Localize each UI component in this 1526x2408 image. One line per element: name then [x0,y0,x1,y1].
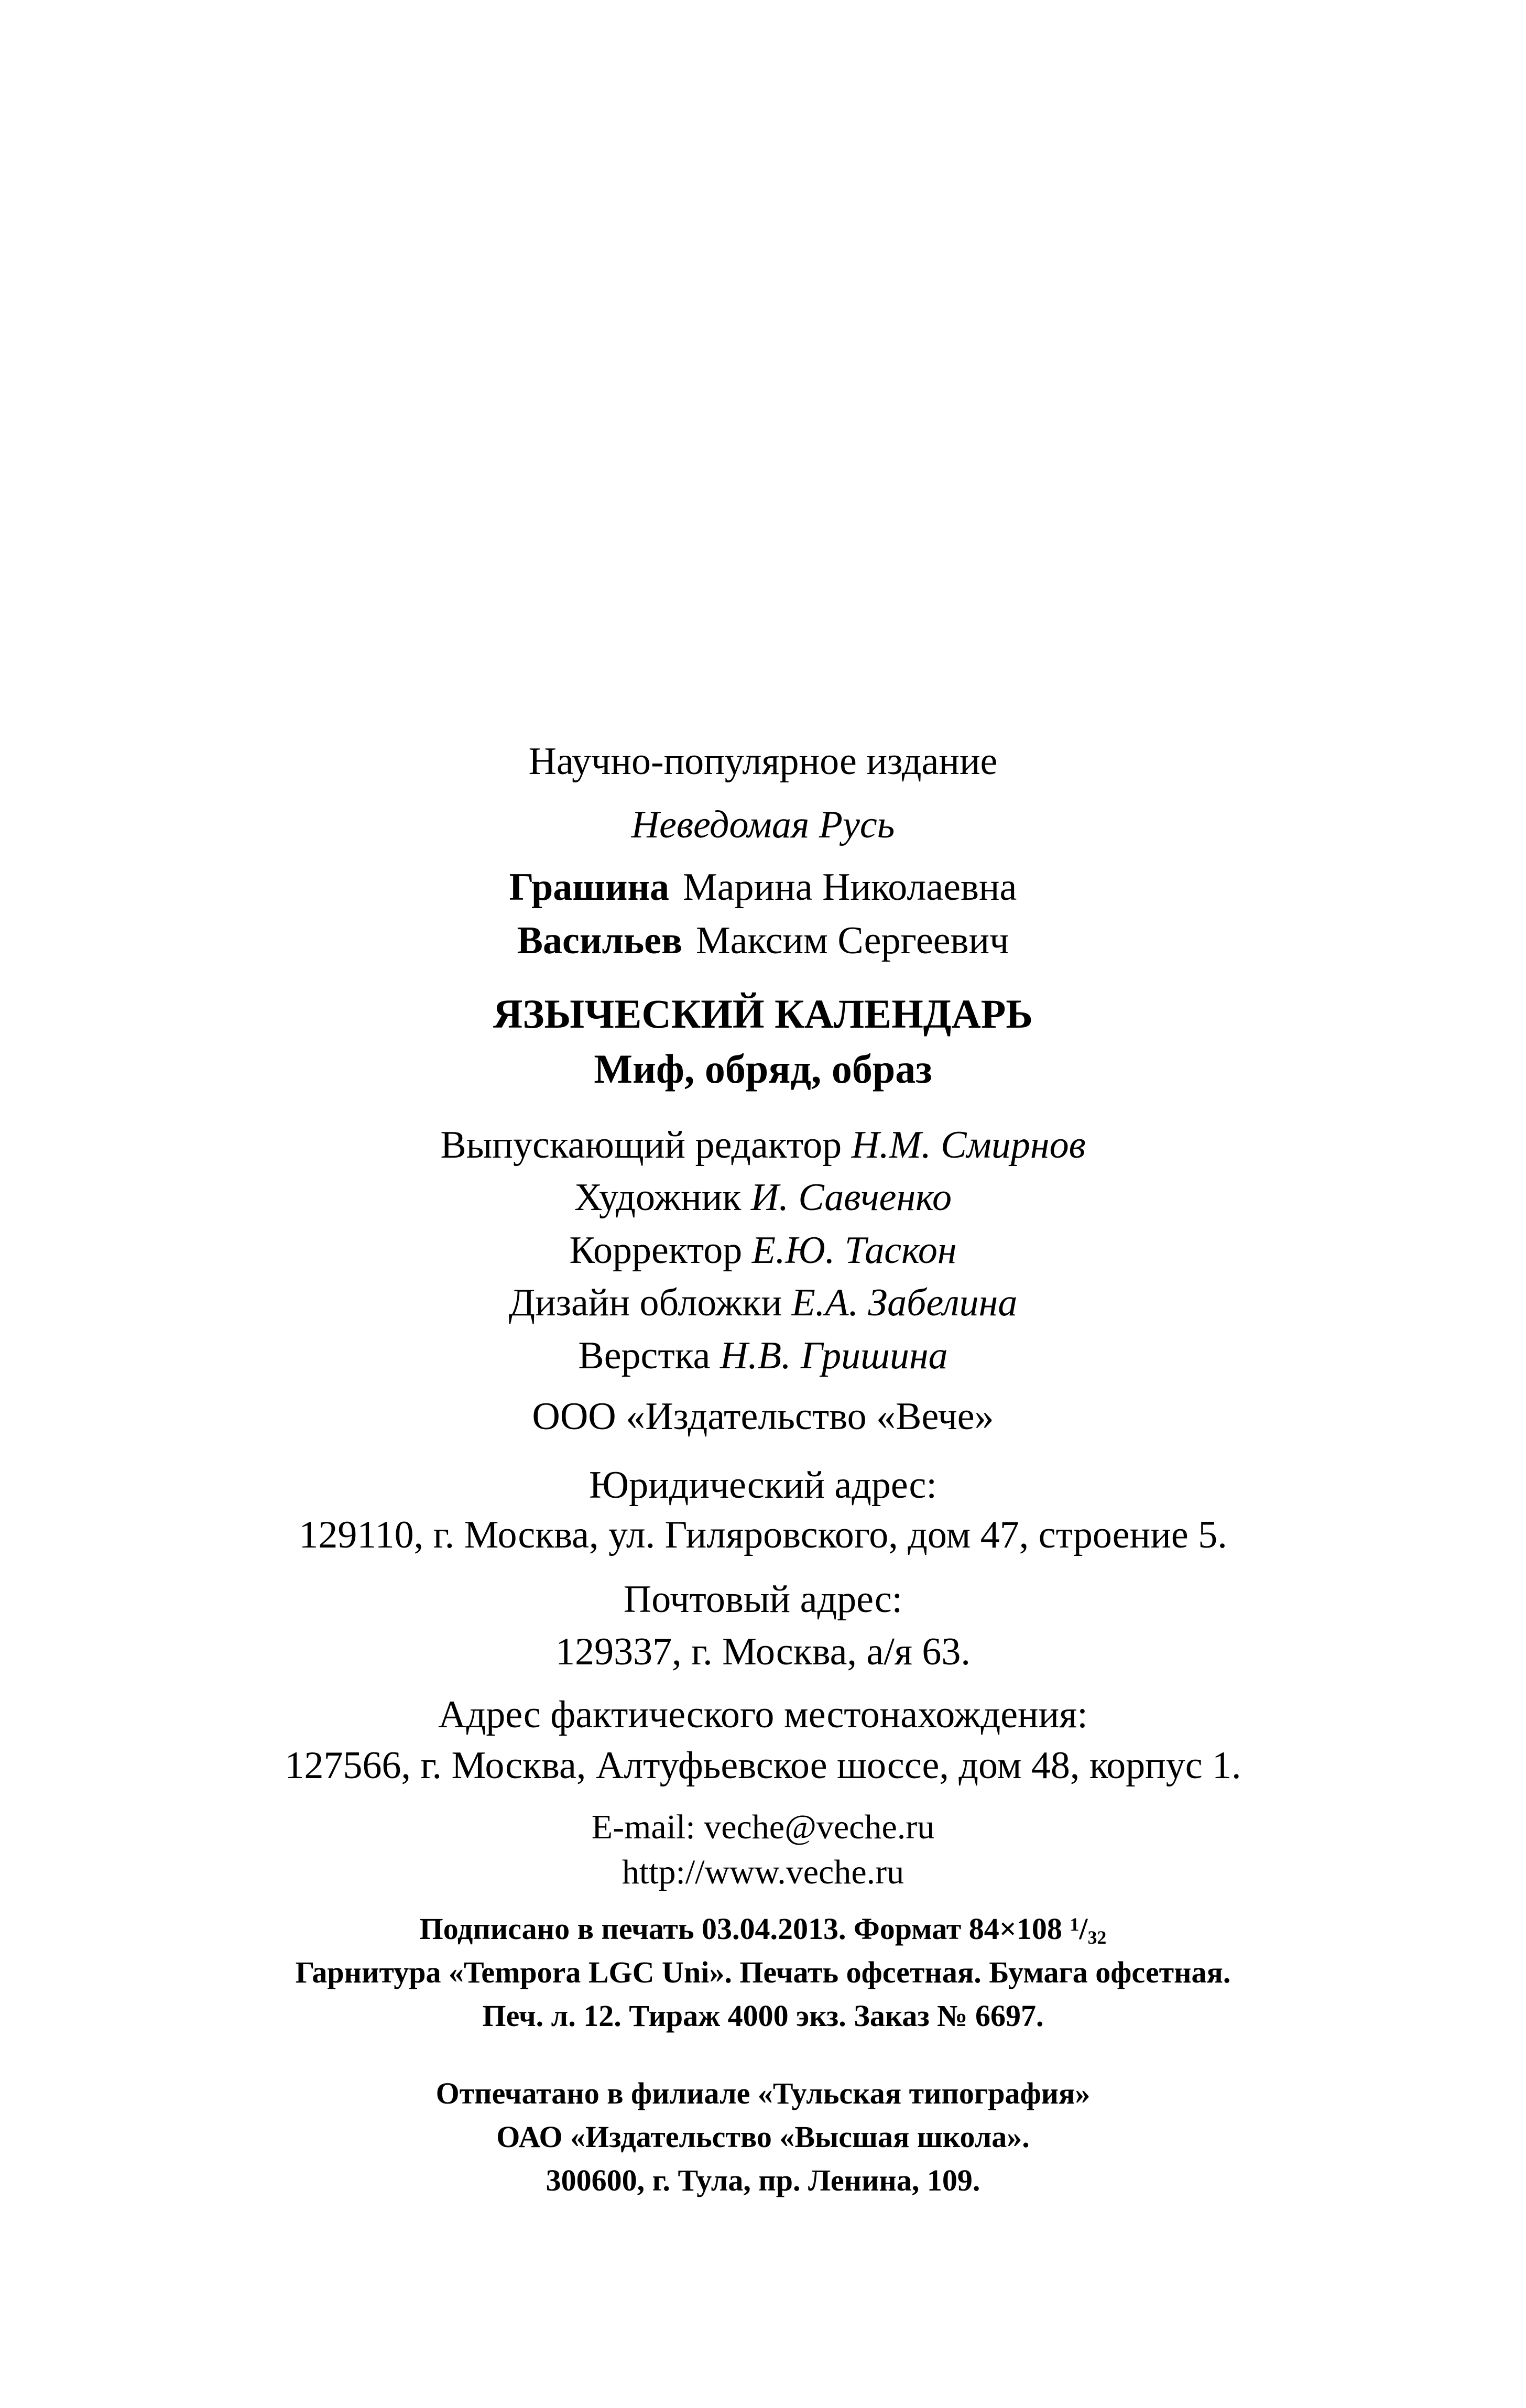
publisher-name: ООО «Издательство «Вече» [532,1395,994,1438]
author-2-surname: Васильев [517,919,682,962]
credit-editor [0,1124,1526,1167]
credit-role: Художник [574,1176,742,1219]
credit-proofreader [0,1231,1526,1270]
credit-role: Верстка [578,1334,711,1377]
author-1-surname: Грашина [509,866,669,909]
credit-role: Дизайн обложки [508,1281,782,1324]
print-details-line-1: Подписано в печать 03.04.2013. Формат 84×108 $^1/_{32}$ [419,1912,1107,1948]
legal-address: 129110, г. Москва, ул. Гиляровского, дом 47, строение 5. [299,1513,1227,1556]
author-1-name: Марина Николаевна [682,866,1017,909]
legal-address-label: Юридический адрес: [589,1464,937,1507]
book-title: ЯЗЫЧЕСКИЙ КАЛЕНДАРЬ [493,991,1033,1037]
credit-person: Е.Ю. Таскон [751,1229,957,1272]
print-signed: Подписано в печать 03.04.2013. Формат 84×108 [419,1912,1062,1946]
format-denominator: 32 [1087,1926,1107,1948]
credit-cover-design [0,1283,1526,1322]
credit-layout [0,1336,1526,1375]
author-2-name: Максим Сергеевич [695,919,1009,962]
credit-role: Корректор [569,1229,743,1272]
credit-person: И. Савченко [750,1176,952,1219]
credit-person: Е.А. Забелина [791,1281,1018,1324]
author-1 [0,868,1526,907]
printer-line-2: ОАО «Издательство «Высшая школа». [496,2120,1030,2154]
edition-type: Научно-популярное издание [528,740,998,783]
actual-address-label: Адрес фактического местонахождения: [438,1693,1088,1736]
format-numerator: 1 [1070,1913,1080,1935]
email: E-mail: veche@veche.ru [591,1808,935,1846]
printer-line-3: 300600, г. Тула, пр. Ленина, 109. [546,2163,980,2197]
actual-address: 127566, г. Москва, Алтуфьевское шоссе, дом 48, корпус 1. [285,1744,1241,1787]
website: http://www.veche.ru [622,1853,904,1891]
credit-role: Выпускающий редактор [440,1124,842,1167]
credit-person: Н.В. Гришина [720,1334,948,1377]
credit-artist [0,1178,1526,1217]
credit-person: Н.М. Смирнов [851,1124,1086,1167]
typeface-line: Гарнитура «Tempora LGC Uni». Печать офсетная. Бумага офсетная. [295,1955,1231,1989]
printer-line-1: Отпечатано в филиале «Тульская типография» [435,2076,1091,2110]
postal-address: 129337, г. Москва, а/я 63. [555,1630,971,1673]
postal-address-label: Почтовый адрес: [623,1578,903,1621]
print-run-line: Печ. л. 12. Тираж 4000 экз. Заказ № 6697. [482,1999,1044,2033]
author-2 [0,921,1526,960]
series-title: Неведомая Русь [631,803,895,846]
book-subtitle: Миф, обряд, образ [594,1046,932,1092]
